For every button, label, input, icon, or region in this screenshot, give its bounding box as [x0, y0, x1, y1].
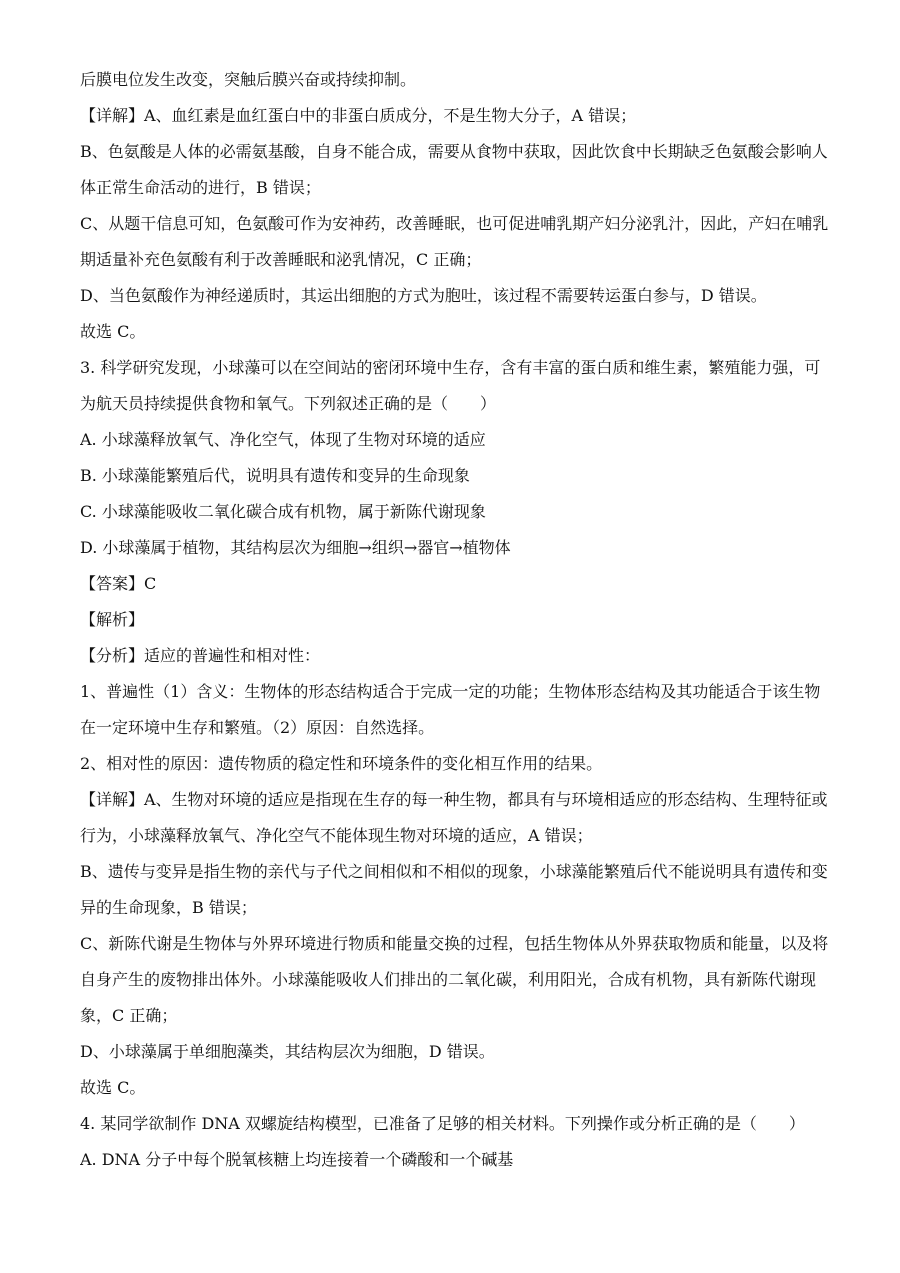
text-line: 行为，小球藻释放氧气、净化空气不能体现生物对环境的适应，A 错误； [80, 826, 593, 845]
question-4-stem: 4. 某同学欲制作 DNA 双螺旋结构模型，已准备了足够的相关材料。下列操作或分析正确的是（ ） [80, 1114, 805, 1133]
text-line: 【分析】适应的普遍性和相对性： [80, 646, 321, 665]
text-line: 象，C 正确； [80, 1006, 178, 1025]
question-3-stem: 为航天员持续提供食物和氧气。下列叙述正确的是（ ） [80, 394, 497, 413]
text-line: 体正常生命活动的进行，B 错误； [80, 178, 321, 197]
text-line: C、从题干信息可知，色氨酸可作为安神药，改善睡眠，也可促进哺乳期产妇分泌乳汁，因此，产妇在哺乳 [80, 214, 829, 233]
question-4-option-a: A. DNA 分子中每个脱氧核糖上均连接着一个磷酸和一个碱基 [80, 1150, 514, 1169]
answer-label: 【答案】C [80, 574, 157, 593]
text-line: 在一定环境中生存和繁殖。（2）原因：自然选择。 [80, 718, 435, 737]
text-line: 故选 C。 [80, 322, 146, 341]
text-line: B、色氨酸是人体的必需氨基酸，自身不能合成，需要从食物中获取，因此饮食中长期缺乏色氨酸会影响人 [80, 142, 828, 161]
text-line: 【详解】A、生物对环境的适应是指现在生存的每一种生物，都具有与环境相适应的形态结构、生理特征或 [80, 790, 828, 809]
text-line: D、小球藻属于单细胞藻类，其结构层次为细胞，D 错误。 [80, 1042, 495, 1061]
text-line: 自身产生的废物排出体外。小球藻能吸收人们排出的二氧化碳，利用阳光，合成有机物，具有新陈代谢现 [80, 970, 817, 989]
text-line: B、遗传与变异是指生物的亲代与子代之间相似和不相似的现象，小球藻能繁殖后代不能说明具有遗传和变 [80, 862, 828, 881]
analysis-label: 【解析】 [80, 610, 145, 629]
text-line: 【详解】A、血红素是血红蛋白中的非蛋白质成分，不是生物大分子，A 错误； [80, 106, 637, 125]
document-page [80, 68, 830, 1184]
text-line: 后膜电位发生改变，突触后膜兴奋或持续抑制。 [80, 70, 417, 89]
text-line: 1、普遍性（1）含义：生物体的形态结构适合于完成一定的功能；生物体形态结构及其功能适合于该生物 [80, 682, 821, 701]
text-line: 2、相对性的原因：遗传物质的稳定性和环境条件的变化相互作用的结果。 [80, 754, 603, 773]
text-line: C、新陈代谢是生物体与外界环境进行物质和能量交换的过程，包括生物体从外界获取物质和能量，以及将 [80, 934, 829, 953]
text-line: 异的生命现象，B 错误； [80, 898, 257, 917]
question-3-option-c: C. 小球藻能吸收二氧化碳合成有机物，属于新陈代谢现象 [80, 502, 486, 521]
text-line: 期适量补充色氨酸有利于改善睡眠和泌乳情况，C 正确； [80, 250, 482, 269]
text-line: D、当色氨酸作为神经递质时，其运出细胞的方式为胞吐，该过程不需要转运蛋白参与，D 错误。 [80, 286, 767, 305]
question-3-stem: 3. 科学研究发现，小球藻可以在空间站的密闭环境中生存，含有丰富的蛋白质和维生素，繁殖能力强，可 [80, 358, 821, 377]
text-line: 故选 C。 [80, 1078, 146, 1097]
question-3-option-a: A. 小球藻释放氧气、净化空气，体现了生物对环境的适应 [80, 430, 486, 449]
question-3-option-d: D. 小球藻属于植物，其结构层次为细胞→组织→器官→植物体 [80, 538, 511, 557]
question-3-option-b: B. 小球藻能繁殖后代，说明具有遗传和变异的生命现象 [80, 466, 470, 485]
